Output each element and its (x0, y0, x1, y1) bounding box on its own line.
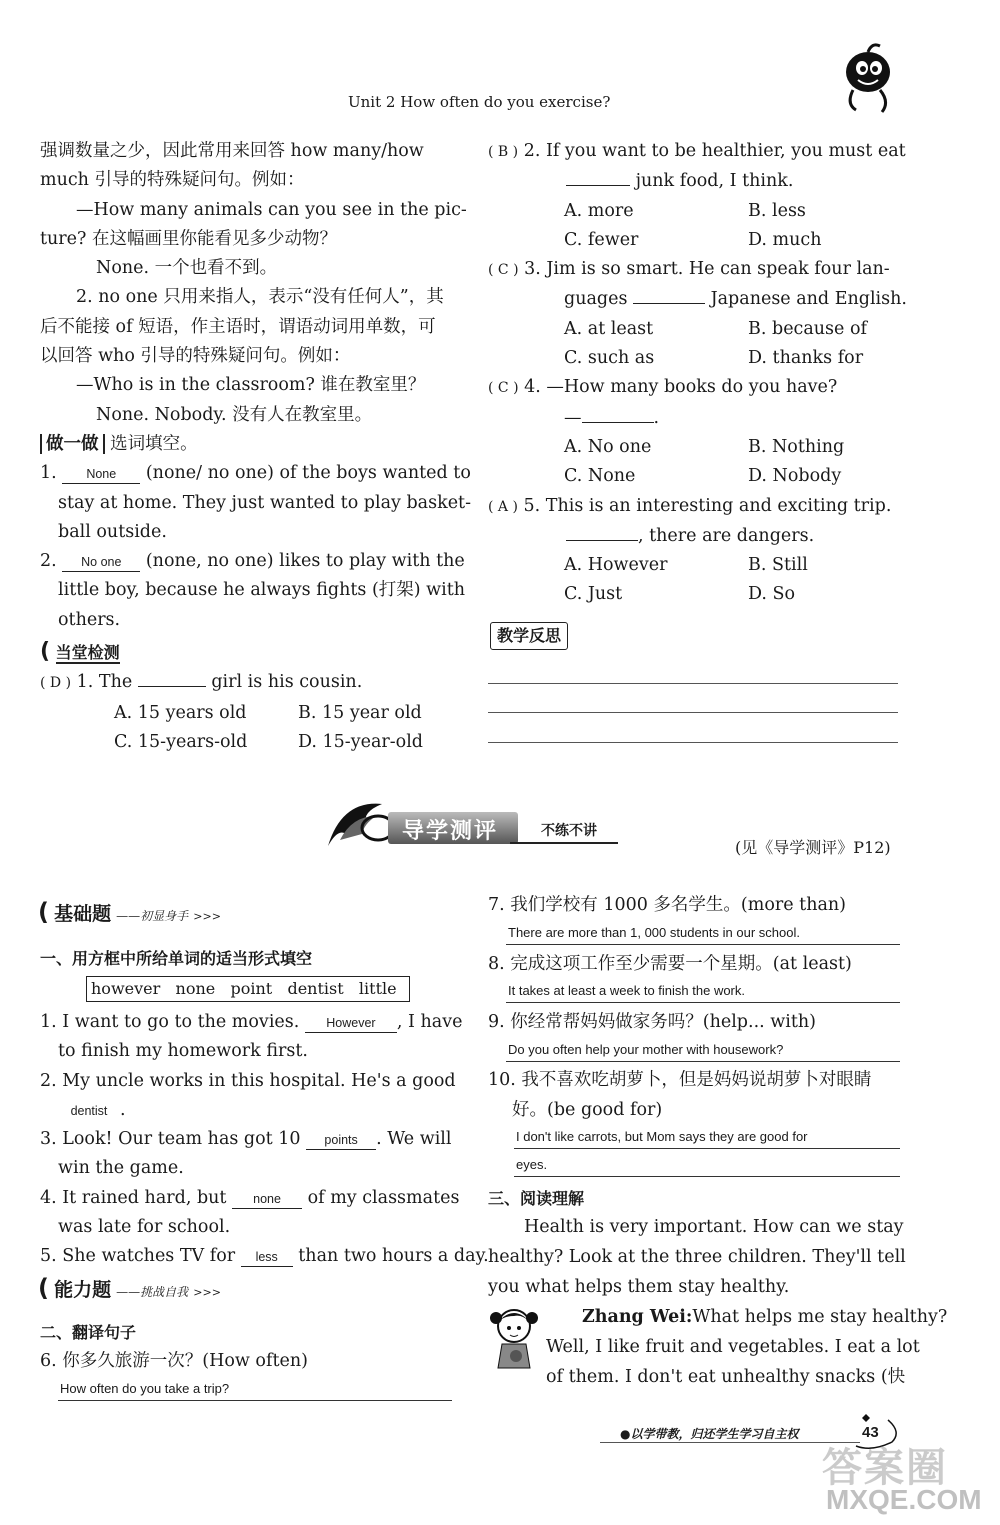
speaker-name: Zhang Wei: (582, 1307, 693, 1327)
answer-blank[interactable]: dentist (70, 1103, 108, 1118)
answer-line[interactable]: There are more than 1, 000 students in our school. (506, 924, 900, 945)
footer-slogan: ●以学带教，归还学生学习自主权 (620, 1427, 799, 1441)
bullet-icon: ● (620, 1427, 631, 1441)
options-row: C. None D. Nobody (564, 466, 842, 487)
option-d: D. 15-year-old (298, 731, 424, 752)
text-line: —Who is in the classroom? 谁在教室里？ (76, 375, 426, 396)
text-line: stay at home. They just wanted to play basket- (58, 492, 472, 513)
question-2: ( B ) 2. If you want to be healthier, you must eat (488, 141, 906, 161)
answer-line[interactable]: Do you often help your mother with housework? (506, 1041, 900, 1062)
watermark-url: MXQE.COM (826, 1484, 982, 1515)
unit-header: Unit 2 How often do you exercise? (348, 93, 611, 111)
question-3: ( C ) 3. Jim is so smart. He can speak four lan- (488, 259, 890, 280)
text-line: much 引导的特殊疑问句。例如： (40, 170, 305, 191)
mascot-icon (828, 40, 908, 120)
exercise-2: 2. No one (none, no one) likes to play with the (40, 551, 465, 572)
answer-line[interactable]: I don't like carrots, but Mom says they are good for (514, 1128, 900, 1149)
reflection-label: 教学反思 (490, 622, 568, 650)
answer-blank[interactable]: points (306, 1131, 376, 1150)
text-line: junk food, I think. (488, 167, 900, 196)
text-line: Zhang Wei:What helps me stay healthy? (582, 1307, 948, 1327)
options-row: C. fewer D. much (564, 229, 822, 250)
reflection-box (490, 622, 568, 650)
translation-9: 9. 你经常帮妈妈做家务吗？(help... with) (488, 1012, 816, 1032)
question-5: ( A ) 5. This is an interesting and exciting trip. (488, 495, 892, 516)
text-line: healthy? Look at the three children. They'll tell (488, 1247, 906, 1267)
option-c: C. 15-years-old (114, 731, 248, 752)
text-line: to finish my homework first. (58, 1041, 308, 1062)
reflection-line[interactable] (488, 712, 898, 713)
answer-line[interactable]: How often do you take a trip? (58, 1380, 452, 1401)
options-row: A. more B. less (564, 200, 806, 221)
nengli-sub: ——挑战自我 (116, 1285, 189, 1299)
right-top-column (488, 137, 907, 610)
answer-paren: ( D ) (40, 675, 72, 692)
text-line: —How many animals can you see in the pic- (76, 199, 467, 220)
text-line: 以回答 who 引导的特殊疑问句。例如： (40, 346, 351, 367)
page-number: 43 (862, 1424, 879, 1441)
jichu-sub: ——初显身手 (116, 909, 189, 923)
text-line: ture? 在这幅画里你能看见多少动物？ (40, 228, 337, 249)
exercise-1: 1. I want to go to the movies. However , I have (40, 1012, 463, 1032)
text-line: win the game. (58, 1158, 184, 1179)
answer-blank[interactable] (566, 522, 638, 541)
translation-10-cont: 好。(be good for) (512, 1100, 663, 1120)
translation-7: 7. 我们学校有 1000 多名学生。(more than) (488, 895, 846, 915)
options-row: A. at least B. because of (564, 318, 867, 339)
options-row (40, 699, 452, 728)
reading-passage (488, 1212, 948, 1392)
text-line: , there are dangers. (488, 522, 900, 551)
options-row (40, 728, 452, 757)
options-row: A. However B. Still (564, 555, 808, 576)
translation-8: 8. 完成这项工作至少需要一个星期。(at least) (488, 954, 852, 974)
section-2-title: 二、翻译句子 (40, 1323, 137, 1342)
banner-reference: (见《导学测评》P12) (735, 838, 891, 857)
options-row: C. such as D. thanks for (564, 348, 864, 369)
watermark-cn: 答案圈 (822, 1445, 948, 1491)
text-line: 强调数量之少，因此常用来回答 how many/how (40, 141, 424, 161)
answer-blank[interactable]: However (305, 1014, 397, 1033)
nengli-label: 能力题 (54, 1279, 112, 1301)
exercise-1: 1. None (none/ no one) of the boys wanted to (40, 463, 471, 484)
left-bottom-exercises (40, 1008, 489, 1272)
text-line: — . (488, 404, 900, 433)
footer-line (600, 1442, 860, 1443)
text-line: you what helps them stay healthy. (488, 1277, 790, 1297)
text-line: ball outside. (58, 521, 167, 542)
text-line: guages Japanese and English. (488, 285, 900, 314)
exercise-2: 2. My uncle works in this hospital. He's a good (40, 1070, 456, 1091)
text-line: others. (58, 609, 121, 630)
text-line: of them. I don't eat unhealthy snacks (快 (546, 1367, 906, 1387)
answer-line[interactable]: It takes at least a week to finish the work. (506, 982, 900, 1003)
translation-6: 6. 你多久旅游一次？(How often) (40, 1351, 308, 1371)
section-1-title: 一、用方框中所给单词的适当形式填空 (40, 949, 313, 968)
answer-blank[interactable]: No one (62, 553, 140, 572)
text-line: 2. no one 只用来指人，表示“没有任何人”，其 (76, 287, 444, 308)
exercise-3: 3. Look! Our team has got 10 points . We will (40, 1129, 452, 1150)
zuoyizuo-instruction: 选词填空。 (110, 433, 198, 454)
section-3-title: 三、阅读理解 (488, 1189, 585, 1208)
options-row: C. Just D. So (564, 584, 796, 605)
dangtang-header: ( 当堂检测 (40, 639, 120, 665)
reflection-line[interactable] (488, 683, 898, 684)
reflection-line[interactable] (488, 742, 898, 743)
nengli-header: ( 能力题 ——挑战自我 >>> (38, 1274, 221, 1302)
text-line: None. Nobody. 没有人在教室里。 (96, 404, 373, 425)
answer-blank[interactable]: none (232, 1190, 302, 1209)
question-4: ( C ) 4. —How many books do you have? (488, 377, 838, 398)
text-line: was late for school. (58, 1217, 231, 1238)
zuoyizuo-row (40, 430, 452, 459)
option-a: A. 15 years old (114, 702, 247, 723)
answer-blank[interactable] (138, 668, 206, 687)
answer-blank[interactable]: None (62, 465, 140, 484)
left-top-column (40, 137, 472, 757)
exercise-5: 5. She watches TV for less than two hours a day. (40, 1246, 489, 1267)
text-line: dentist . (40, 1096, 452, 1125)
girl-illustration-icon (486, 1304, 544, 1376)
banner-subtitle: 不练不讲 (541, 823, 597, 839)
dangtang-label: 当堂检测 (55, 643, 120, 663)
text-line: None. 一个也看不到。 (96, 258, 278, 279)
question-1: ( D ) 1. The girl is his cousin. (40, 668, 452, 698)
zuoyizuo-label: 做一做 (40, 434, 105, 454)
answer-blank[interactable] (566, 167, 630, 186)
jichu-label: 基础题 (54, 903, 112, 925)
translation-10: 10. 我不喜欢吃胡萝卜，但是妈妈说胡萝卜对眼睛 (488, 1070, 872, 1090)
jichu-header: ( 基础题 ——初显身手 >>> (38, 898, 221, 926)
option-b: B. 15 year old (298, 702, 422, 723)
options-row: A. No one B. Nothing (564, 436, 845, 457)
word-box: however none point dentist little (86, 976, 410, 1002)
exercise-4: 4. It rained hard, but none of my classmates (40, 1187, 460, 1208)
banner-underline (510, 842, 618, 844)
answer-blank[interactable] (582, 404, 654, 423)
banner-title: 导学测评 (402, 819, 499, 844)
text-line: Well, I like fruit and vegetables. I eat a lot (546, 1337, 920, 1357)
text-line: little boy, because he always fights (打架) with (58, 580, 466, 601)
text-line: Health is very important. How can we stay (524, 1217, 904, 1237)
answer-line[interactable]: eyes. (514, 1156, 900, 1177)
answer-blank[interactable]: less (241, 1248, 293, 1267)
answer-blank[interactable] (633, 285, 705, 304)
text-line: 后不能接 of 短语，作主语时，谓语动词用单数，可 (40, 316, 436, 337)
